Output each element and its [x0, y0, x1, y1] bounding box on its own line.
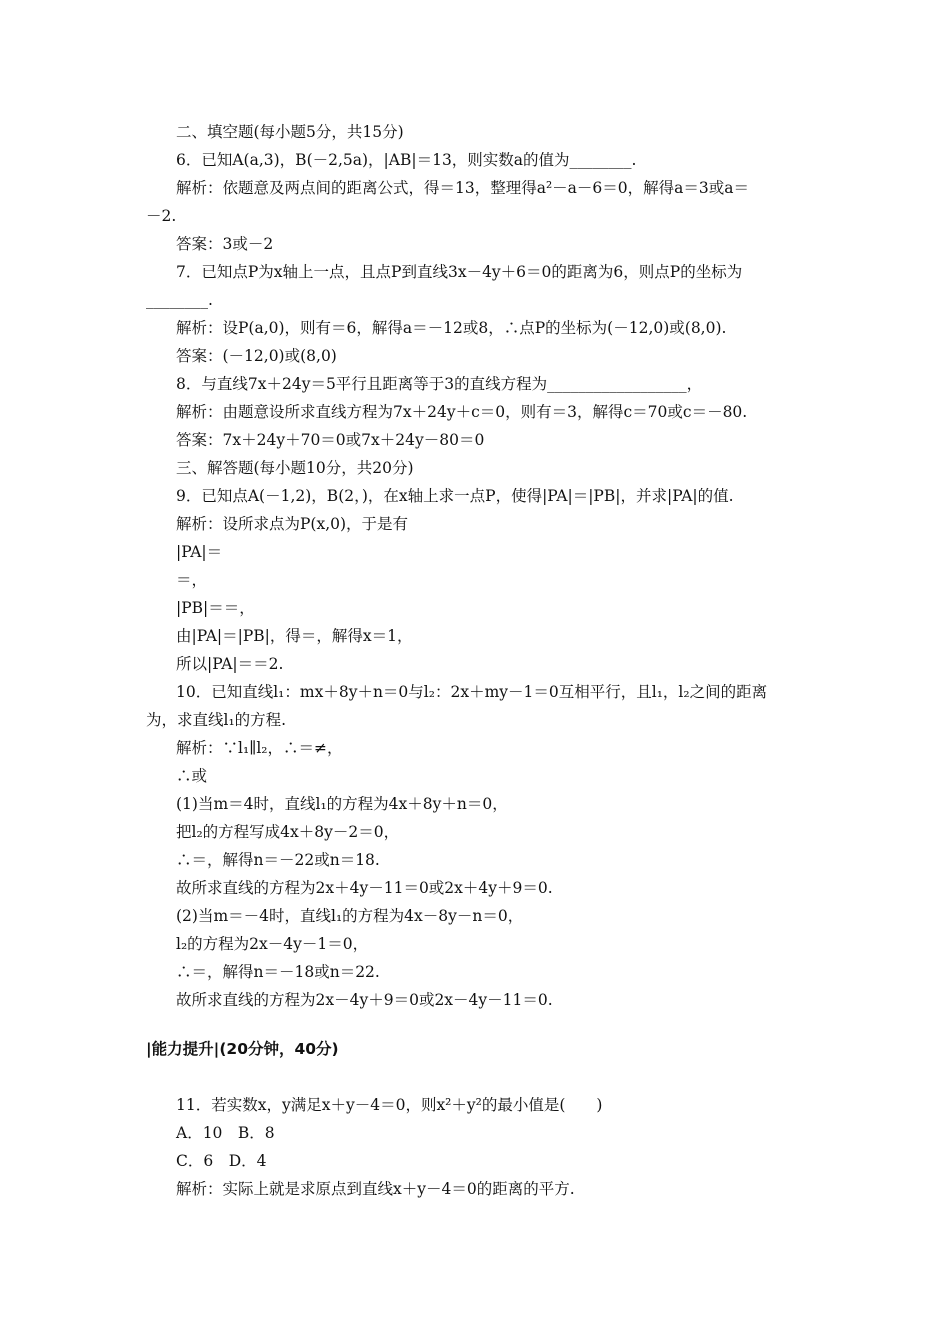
question-7-line-2: ________.	[146, 291, 213, 309]
solution-10-line-10: 故所求直线的方程为2x－4y＋9＝0或2x－4y－11＝0.	[176, 991, 553, 1009]
solution-9-line-6: 所以|PA|＝＝2.	[176, 655, 284, 673]
solution-9-line-3: ＝，	[176, 571, 208, 589]
solution-11: 解析：实际上就是求原点到直线x＋y－4＝0的距离的平方.	[176, 1180, 575, 1198]
question-10-line-1: 10．已知直线l₁：mx＋8y＋n＝0与l₂：2x＋my－1＝0互相平行，且l₁，l₂之间的距离	[176, 683, 768, 701]
question-11-options-ab: A．10 B．8	[176, 1124, 275, 1142]
section-heading-ability: |能力提升|(20分钟，40分)	[146, 1040, 339, 1058]
section-heading-fill-in: 二、填空题(每小题5分，共15分)	[176, 123, 404, 141]
question-11: 11．若实数x，y满足x＋y－4＝0，则x²＋y²的最小值是( )	[176, 1096, 603, 1114]
solution-9-line-2: |PA|＝	[176, 543, 223, 561]
solution-6-line-2: －2.	[146, 207, 177, 225]
question-9: 9．已知点A(－1,2)，B(2，)，在x轴上求一点P，使得|PA|＝|PB|，并求|PA|的值.	[176, 487, 734, 505]
section-heading-solve: 三、解答题(每小题10分，共20分)	[176, 459, 414, 477]
question-6: 6．已知A(a,3)，B(－2,5a)，|AB|＝13，则实数a的值为________.	[176, 151, 637, 169]
answer-8: 答案：7x＋24y＋70＝0或7x＋24y－80＝0	[176, 431, 485, 449]
solution-10-line-7: (2)当m＝－4时，直线l₁的方程为4x－8y－n＝0，	[176, 907, 524, 925]
answer-6: 答案：3或－2	[176, 235, 274, 253]
solution-10-line-9: ∴＝，解得n＝－18或n＝22.	[176, 963, 380, 981]
solution-10-line-2: ∴或	[176, 767, 208, 785]
solution-6-line-1: 解析：依题意及两点间的距离公式，得＝13，整理得a²－a－6＝0，解得a＝3或a＝	[176, 179, 749, 197]
solution-10-line-3: (1)当m＝4时，直线l₁的方程为4x＋8y＋n＝0，	[176, 795, 508, 813]
solution-9-line-5: 由|PA|＝|PB|，得＝，解得x＝1，	[176, 627, 413, 645]
solution-7: 解析：设P(a,0)，则有＝6，解得a＝－12或8，∴点P的坐标为(－12,0)或(8,0).	[176, 319, 727, 337]
solution-10-line-8: l₂的方程为2x－4y－1＝0，	[176, 935, 369, 953]
question-11-options-cd: C．6 D．4	[176, 1152, 267, 1170]
question-10-line-2: 为，求直线l₁的方程.	[146, 711, 287, 729]
answer-7: 答案：(－12,0)或(8,0)	[176, 347, 337, 365]
solution-9-line-4: |PB|＝＝，	[176, 599, 255, 617]
question-8: 8．与直线7x＋24y＝5平行且距离等于3的直线方程为__________________，	[176, 375, 703, 393]
solution-10-line-1: 解析：∵l₁∥l₂，∴＝≠，	[176, 739, 343, 757]
question-7-line-1: 7．已知点P为x轴上一点，且点P到直线3x－4y＋6＝0的距离为6，则点P的坐标为	[176, 263, 743, 281]
solution-10-line-4: 把l₂的方程写成4x＋8y－2＝0，	[176, 823, 400, 841]
solution-9-line-1: 解析：设所求点为P(x,0)，于是有	[176, 515, 409, 533]
solution-8: 解析：由题意设所求直线方程为7x＋24y＋c＝0，则有＝3，解得c＝70或c＝－80.	[176, 403, 748, 421]
solution-10-line-5: ∴＝，解得n＝－22或n＝18.	[176, 851, 380, 869]
solution-10-line-6: 故所求直线的方程为2x＋4y－11＝0或2x＋4y＋9＝0.	[176, 879, 553, 897]
